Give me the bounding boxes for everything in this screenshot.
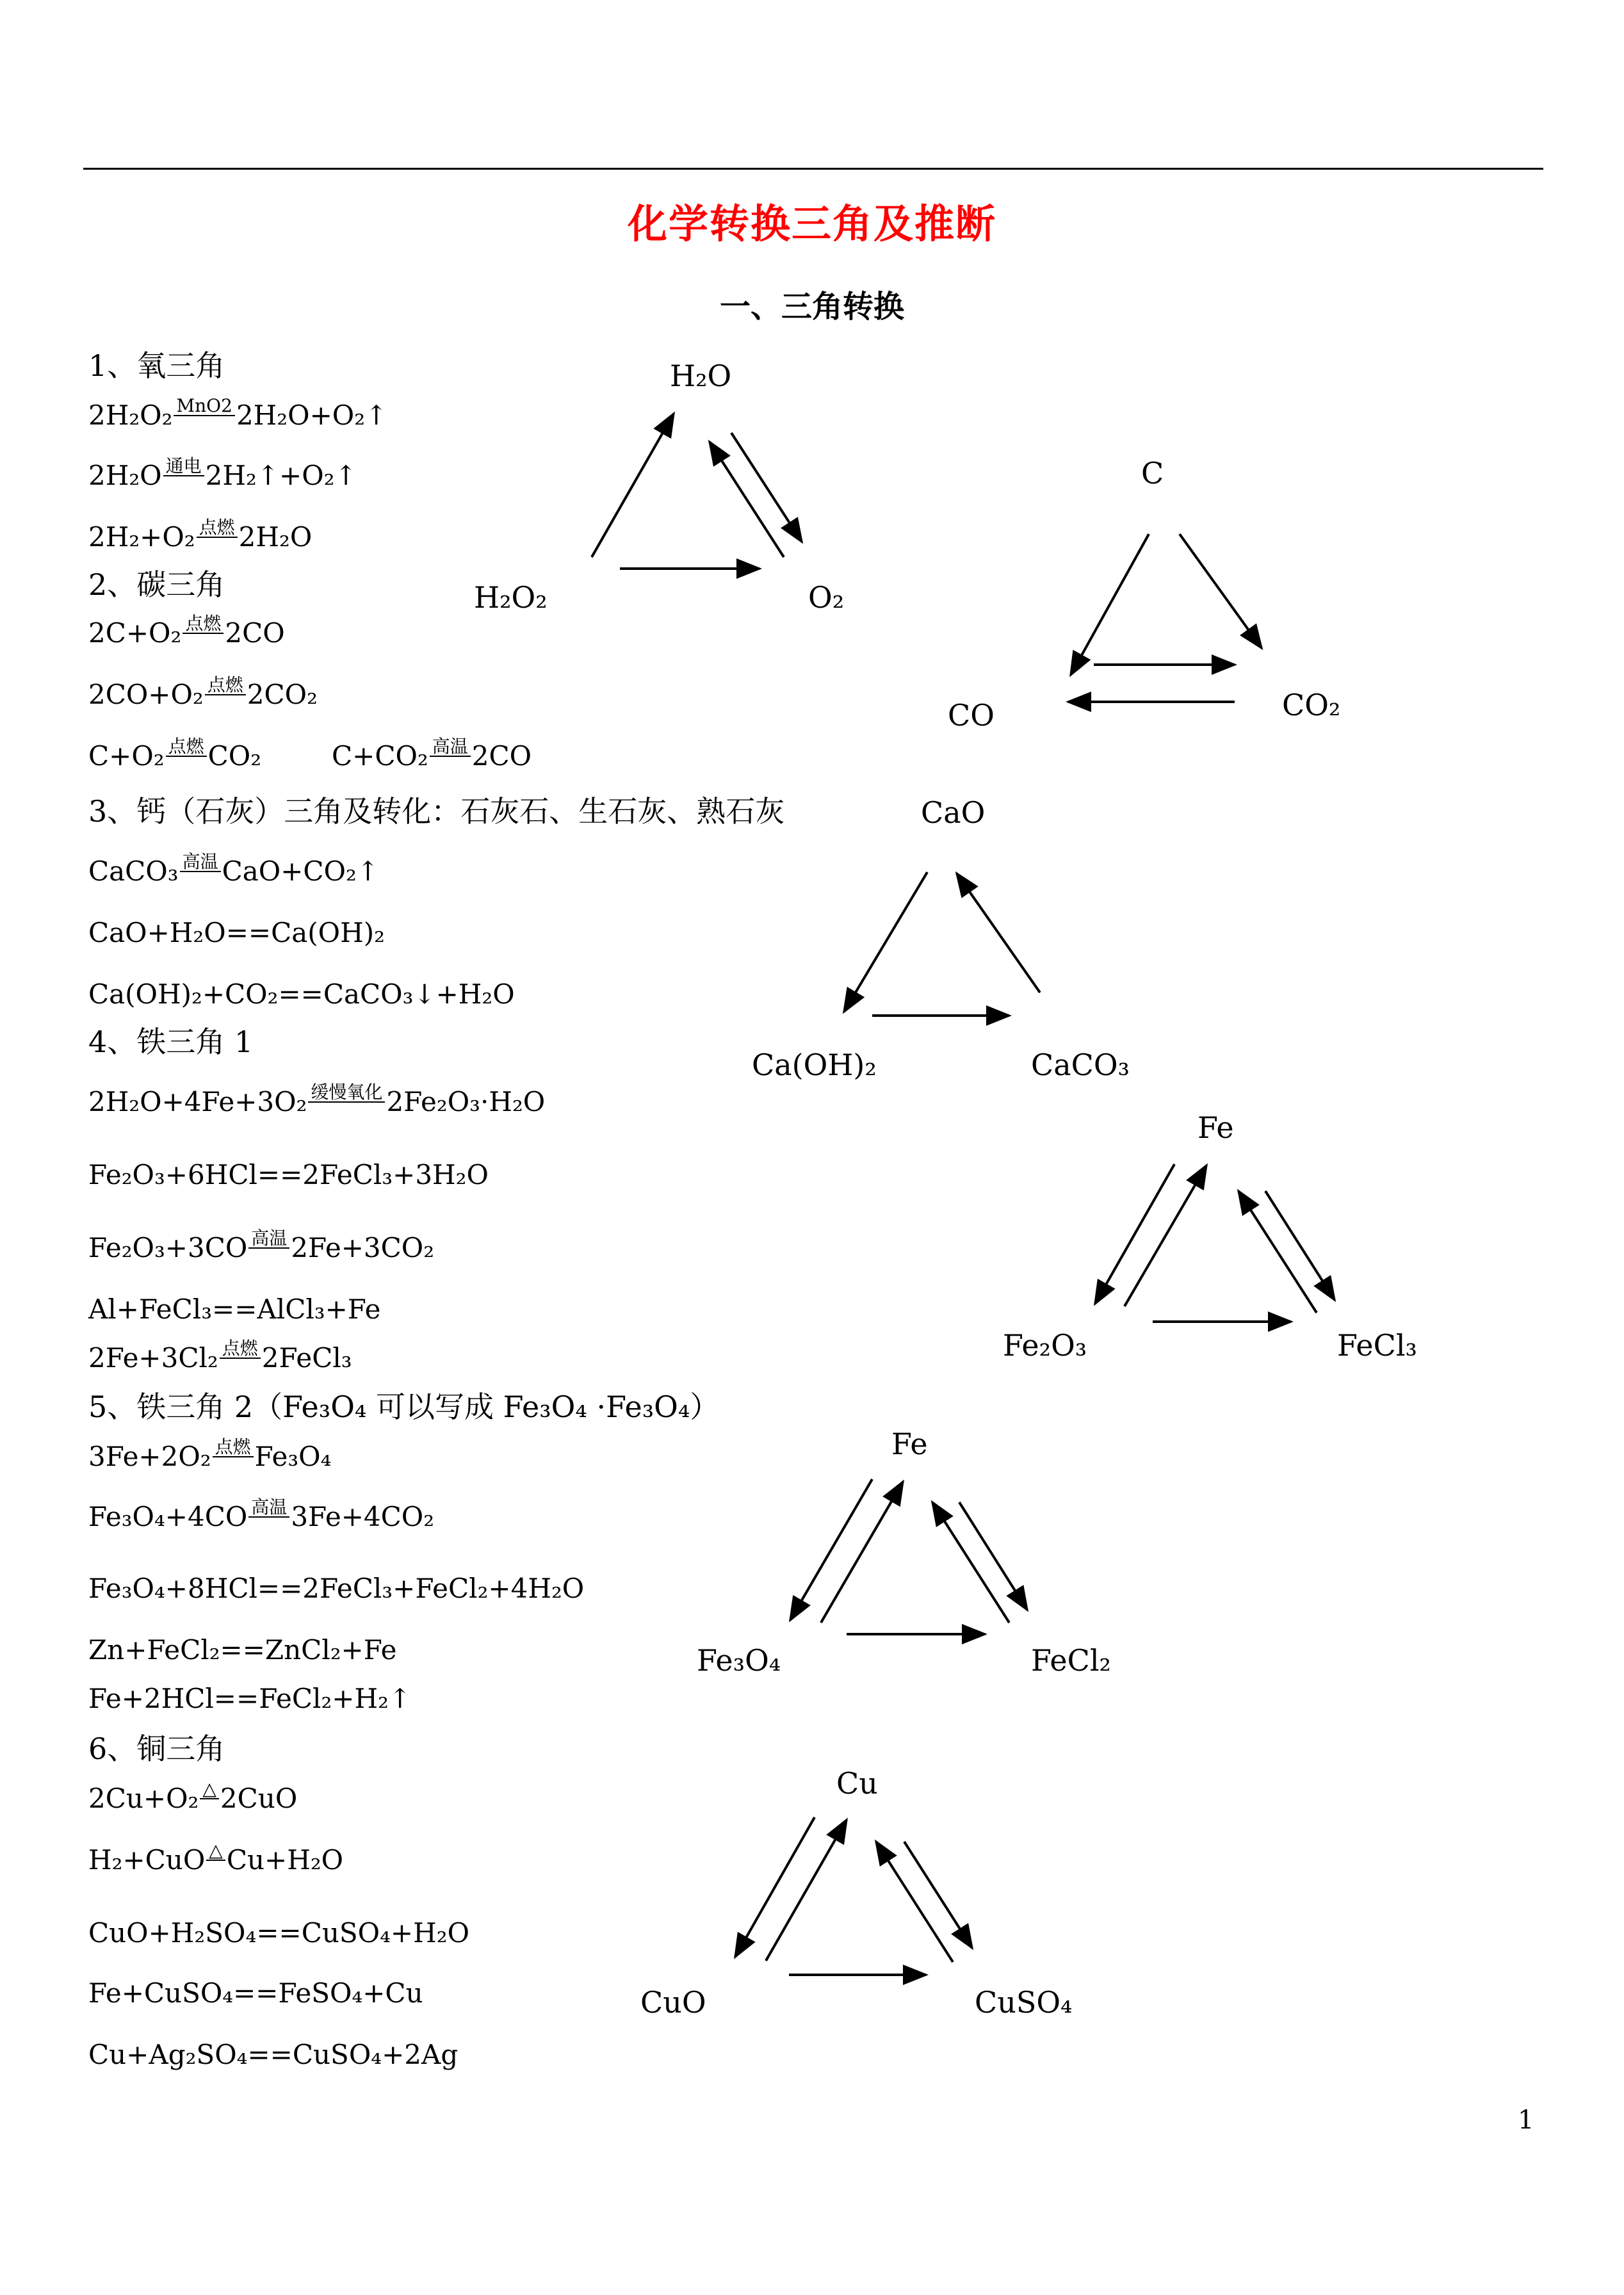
iron2-heading: 5、铁三角 2（Fe₃O₄ 可以写成 Fe₃O₄ ·Fe₃O₄） xyxy=(88,1390,720,1424)
section-heading: 一、三角转换 xyxy=(719,289,904,325)
eq-lhs: H₂+CuO xyxy=(88,1844,206,1876)
copper-eq-3: CuO+H₂SO₄==CuSO₄+H₂O xyxy=(88,1917,470,1949)
carbon-heading: 2、碳三角 xyxy=(88,567,225,602)
arrow-h2o-to-o2 xyxy=(731,433,802,542)
eq-condition: 点燃 xyxy=(213,1451,254,1457)
copper-eq-4: Fe+CuSO₄==FeSO₄+Cu xyxy=(88,1977,423,2009)
eq-condition: 点燃 xyxy=(183,628,223,634)
calcium-eq-3: Ca(OH)₂+CO₂==CaCO₃↓+H₂O xyxy=(88,978,515,1010)
eq-rhs: CO₂ xyxy=(207,740,262,772)
eq-rhs: Cu+H₂O xyxy=(226,1844,344,1876)
iron2-node-left: Fe₃O₄ xyxy=(697,1643,781,1678)
iron2-node-top: Fe xyxy=(891,1427,928,1461)
eq-rhs: 2Fe+3CO₂ xyxy=(291,1232,435,1263)
copper-node-right: CuSO₄ xyxy=(975,1985,1073,2020)
eq-condition: 通电 xyxy=(163,470,204,476)
eq-condition: 点燃 xyxy=(197,531,238,538)
iron1-node-right: FeCl₃ xyxy=(1337,1328,1417,1363)
arrow-c-to-co2 xyxy=(1180,534,1262,648)
arrow-cu-to-cuo xyxy=(735,1817,815,1957)
eq-condition: 缓慢氧化 xyxy=(308,1096,385,1103)
iron1-heading: 4、铁三角 1 xyxy=(88,1025,254,1059)
oxygen-heading: 1、氧三角 xyxy=(88,348,225,383)
oxygen-node-left: H₂O₂ xyxy=(474,580,548,615)
eq-lhs: 2Fe+3Cl₂ xyxy=(88,1342,218,1374)
eq-lhs: 3Fe+2O₂ xyxy=(88,1441,211,1472)
eq-rhs: 2H₂O+O₂↑ xyxy=(236,400,388,431)
arrow-fe-to-fecl3 xyxy=(1265,1191,1335,1300)
copper-eq-5: Cu+Ag₂SO₄==CuSO₄+2Ag xyxy=(88,2039,459,2070)
carbon-node-left: CO xyxy=(948,698,995,733)
eq-lhs: 2H₂O+4Fe+3O₂ xyxy=(88,1086,307,1117)
carbon-node-top: C xyxy=(1141,456,1164,491)
eq-rhs: 2CO₂ xyxy=(247,679,318,710)
arrow-fe3o4-to-fe xyxy=(821,1482,903,1623)
calcium-eq-2: CaO+H₂O==Ca(OH)₂ xyxy=(88,917,385,948)
arrow-fe-to-fe3o4 xyxy=(790,1479,872,1620)
eq-lhs: C+CO₂ xyxy=(332,740,428,772)
eq-condition: 点燃 xyxy=(205,689,246,695)
eq-rhs: 2CO xyxy=(225,617,285,649)
eq-rhs: 2H₂↑+O₂↑ xyxy=(205,460,357,491)
eq-condition: △ xyxy=(200,1793,219,1799)
eq-condition: 高温 xyxy=(248,1511,289,1518)
eq-condition: 高温 xyxy=(248,1242,289,1249)
arrow-fe-to-fe2o3 xyxy=(1095,1164,1174,1304)
eq-condition: △ xyxy=(206,1854,225,1861)
carbon-node-right: CO₂ xyxy=(1282,688,1341,722)
arrow-h2o2-to-h2o xyxy=(592,414,674,557)
iron1-eq-2: Fe₂O₃+6HCl==2FeCl₃+3H₂O xyxy=(88,1159,489,1190)
arrow-fe-to-fecl2 xyxy=(959,1502,1027,1610)
eq-rhs: 2FeCl₃ xyxy=(261,1342,352,1374)
arrow-cao-to-caoh2 xyxy=(844,872,927,1012)
copper-node-left: CuO xyxy=(640,1985,706,2020)
eq-lhs: 2H₂O₂ xyxy=(88,400,173,431)
eq-rhs: CaO+CO₂↑ xyxy=(222,856,380,887)
eq-lhs: 2H₂O xyxy=(88,460,162,491)
iron1-node-top: Fe xyxy=(1198,1110,1234,1145)
page-title: 化学转换三角及推断 xyxy=(627,200,996,247)
eq-rhs: Fe₃O₄ xyxy=(254,1441,332,1472)
arrow-o2-to-h2o xyxy=(710,442,784,557)
eq-rhs: 2CuO xyxy=(220,1783,298,1814)
iron2-eq-5: Fe+2HCl==FeCl₂+H₂↑ xyxy=(88,1683,412,1714)
arrow-cuo-to-cu xyxy=(766,1820,847,1961)
iron2-eq-3: Fe₃O₄+8HCl==2FeCl₃+FeCl₂+4H₂O xyxy=(88,1573,585,1604)
copper-node-top: Cu xyxy=(836,1766,878,1801)
calcium-node-left: Ca(OH)₂ xyxy=(752,1048,877,1082)
arrow-fe2o3-to-fe xyxy=(1125,1165,1206,1306)
arrow-cu-to-cuso4 xyxy=(904,1842,972,1948)
calcium-heading: 3、钙（石灰）三角及转化：石灰石、生石灰、熟石灰 xyxy=(88,794,785,829)
arrow-c-to-co xyxy=(1071,534,1149,675)
eq-rhs: 3Fe+4CO₂ xyxy=(291,1501,435,1532)
eq-rhs: 2H₂O xyxy=(238,521,313,553)
eq-lhs: Fe₂O₃+3CO xyxy=(88,1232,248,1263)
eq-condition: 点燃 xyxy=(220,1352,261,1359)
eq-rhs: 2Fe₂O₃·H₂O xyxy=(386,1086,546,1117)
eq-lhs: Fe₃O₄+4CO xyxy=(88,1501,248,1532)
eq-lhs: 2H₂+O₂ xyxy=(88,521,195,553)
eq-condition: 高温 xyxy=(180,866,221,872)
oxygen-node-top: H₂O xyxy=(670,359,732,393)
eq-lhs: C+O₂ xyxy=(88,740,165,772)
calcium-node-right: CaCO₃ xyxy=(1031,1048,1130,1082)
eq-condition: 高温 xyxy=(430,750,471,757)
eq-lhs: 2Cu+O₂ xyxy=(88,1783,199,1814)
iron2-node-right: FeCl₂ xyxy=(1031,1643,1111,1678)
eq-lhs: 2CO+O₂ xyxy=(88,679,204,710)
page-number: 1 xyxy=(1518,2105,1534,2135)
iron1-node-left: Fe₂O₃ xyxy=(1003,1328,1087,1363)
oxygen-node-right: O₂ xyxy=(808,580,845,615)
eq-condition: MnO2 xyxy=(174,410,234,416)
copper-heading: 6、铜三角 xyxy=(88,1731,225,1766)
eq-condition: 点燃 xyxy=(166,750,207,757)
eq-lhs: 2C+O₂ xyxy=(88,617,182,649)
eq-rhs: 2CO xyxy=(471,740,532,772)
arrow-caco3-to-cao xyxy=(957,873,1040,993)
iron2-eq-4: Zn+FeCl₂==ZnCl₂+Fe xyxy=(88,1634,397,1666)
calcium-node-top: CaO xyxy=(921,795,986,830)
iron1-eq-4: Al+FeCl₃==AlCl₃+Fe xyxy=(88,1293,381,1325)
eq-lhs: CaCO₃ xyxy=(88,856,179,887)
